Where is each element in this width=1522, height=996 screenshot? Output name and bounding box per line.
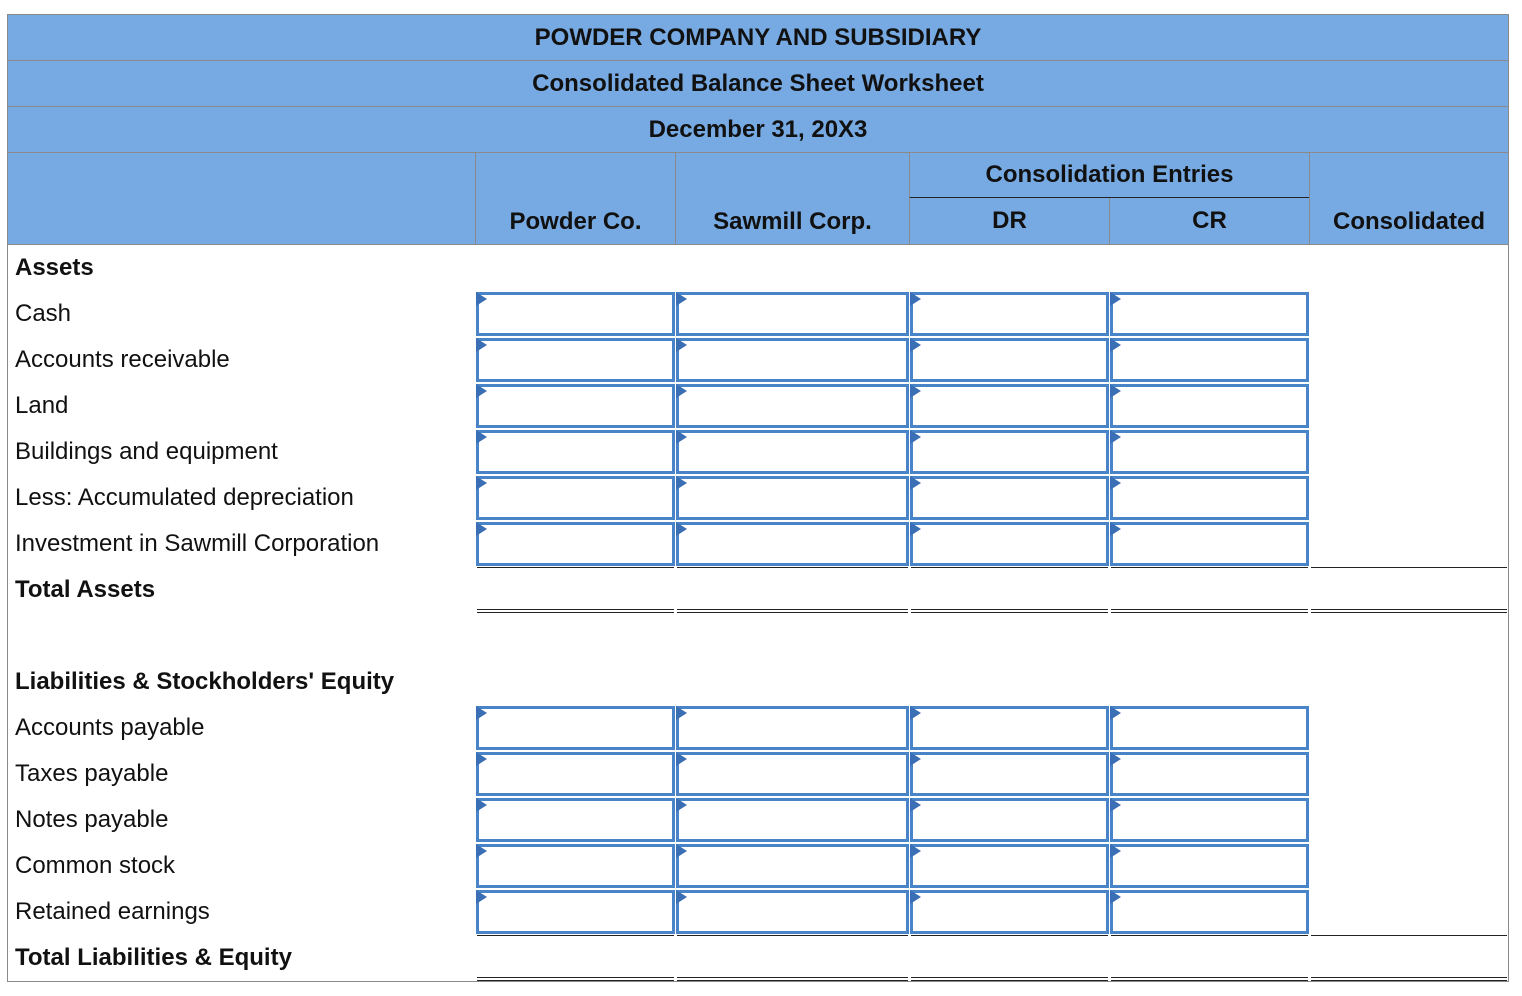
cell-dr bbox=[909, 245, 1110, 292]
cell-dr bbox=[909, 613, 1110, 660]
row-label: Land bbox=[7, 383, 476, 430]
total-top-rule bbox=[911, 935, 1108, 936]
cell-consolidated bbox=[1309, 797, 1509, 844]
cell-dr bbox=[909, 659, 1110, 706]
input-powder[interactable] bbox=[476, 338, 675, 382]
col-header-cr: CR bbox=[1109, 198, 1310, 245]
input-dr[interactable] bbox=[910, 292, 1109, 336]
input-sawmill[interactable] bbox=[676, 384, 909, 428]
total-top-rule bbox=[677, 935, 908, 936]
input-powder[interactable] bbox=[476, 844, 675, 888]
input-cr[interactable] bbox=[1110, 752, 1309, 796]
input-dr[interactable] bbox=[910, 384, 1109, 428]
row-label: Buildings and equipment bbox=[7, 429, 476, 476]
col-header-powder: Powder Co. bbox=[475, 152, 676, 245]
cell-powder bbox=[475, 613, 676, 660]
cell-consolidated bbox=[1309, 705, 1509, 752]
row-label: Accounts receivable bbox=[7, 337, 476, 384]
cell-sawmill bbox=[675, 659, 910, 706]
cell-cr bbox=[1109, 613, 1310, 660]
input-powder[interactable] bbox=[476, 476, 675, 520]
col-header-consolidated: Consolidated bbox=[1309, 152, 1509, 245]
consolidation-entries-header: Consolidation Entries bbox=[909, 152, 1310, 199]
total-top-rule bbox=[1311, 935, 1507, 936]
total-top-rule bbox=[477, 567, 674, 568]
input-powder[interactable] bbox=[476, 292, 675, 336]
cell-sawmill bbox=[675, 935, 910, 982]
input-powder[interactable] bbox=[476, 890, 675, 934]
cell-powder bbox=[475, 567, 676, 614]
input-sawmill[interactable] bbox=[676, 752, 909, 796]
input-powder[interactable] bbox=[476, 384, 675, 428]
input-dr[interactable] bbox=[910, 844, 1109, 888]
input-cr[interactable] bbox=[1110, 706, 1309, 750]
input-sawmill[interactable] bbox=[676, 890, 909, 934]
total-top-rule bbox=[1311, 567, 1507, 568]
row-label: Investment in Sawmill Corporation bbox=[7, 521, 476, 568]
row-label: Common stock bbox=[7, 843, 476, 890]
input-sawmill[interactable] bbox=[676, 522, 909, 566]
input-dr[interactable] bbox=[910, 430, 1109, 474]
label-column-header bbox=[7, 152, 476, 245]
input-dr[interactable] bbox=[910, 706, 1109, 750]
cell-cr bbox=[1109, 659, 1310, 706]
cell-consolidated bbox=[1309, 889, 1509, 936]
row-label bbox=[7, 613, 476, 660]
worksheet-table bbox=[7, 14, 1509, 982]
cell-cr bbox=[1109, 935, 1310, 982]
row-label: Liabilities & Stockholders' Equity bbox=[7, 659, 476, 706]
row-label: Total Liabilities & Equity bbox=[7, 935, 476, 982]
total-double-rule bbox=[1311, 977, 1507, 981]
cell-cr bbox=[1109, 245, 1310, 292]
cell-consolidated bbox=[1309, 843, 1509, 890]
input-dr[interactable] bbox=[910, 476, 1109, 520]
cell-sawmill bbox=[675, 245, 910, 292]
total-top-rule bbox=[1111, 935, 1308, 936]
row-label: Total Assets bbox=[7, 567, 476, 614]
cell-sawmill bbox=[675, 613, 910, 660]
input-cr[interactable] bbox=[1110, 338, 1309, 382]
cell-powder bbox=[475, 935, 676, 982]
cell-consolidated bbox=[1309, 337, 1509, 384]
input-cr[interactable] bbox=[1110, 384, 1309, 428]
input-sawmill[interactable] bbox=[676, 292, 909, 336]
cell-consolidated bbox=[1309, 751, 1509, 798]
input-powder[interactable] bbox=[476, 706, 675, 750]
input-cr[interactable] bbox=[1110, 890, 1309, 934]
input-cr[interactable] bbox=[1110, 292, 1309, 336]
cell-consolidated bbox=[1309, 659, 1509, 706]
input-cr[interactable] bbox=[1110, 476, 1309, 520]
cell-powder bbox=[475, 659, 676, 706]
input-sawmill[interactable] bbox=[676, 706, 909, 750]
row-label: Cash bbox=[7, 291, 476, 338]
input-dr[interactable] bbox=[910, 890, 1109, 934]
cell-consolidated bbox=[1309, 521, 1509, 568]
cell-consolidated bbox=[1309, 935, 1509, 982]
cell-consolidated bbox=[1309, 475, 1509, 522]
input-powder[interactable] bbox=[476, 798, 675, 842]
total-top-rule bbox=[477, 935, 674, 936]
input-sawmill[interactable] bbox=[676, 476, 909, 520]
cell-consolidated bbox=[1309, 383, 1509, 430]
input-sawmill[interactable] bbox=[676, 798, 909, 842]
total-top-rule bbox=[911, 567, 1108, 568]
input-dr[interactable] bbox=[910, 752, 1109, 796]
date-title: December 31, 20X3 bbox=[7, 106, 1509, 152]
row-label: Taxes payable bbox=[7, 751, 476, 798]
input-cr[interactable] bbox=[1110, 844, 1309, 888]
cell-powder bbox=[475, 245, 676, 292]
cell-dr bbox=[909, 935, 1110, 982]
cell-consolidated bbox=[1309, 291, 1509, 338]
row-label: Less: Accumulated depreciation bbox=[7, 475, 476, 522]
input-dr[interactable] bbox=[910, 338, 1109, 382]
row-label: Accounts payable bbox=[7, 705, 476, 752]
input-sawmill[interactable] bbox=[676, 430, 909, 474]
input-cr[interactable] bbox=[1110, 430, 1309, 474]
company-title: POWDER COMPANY AND SUBSIDIARY bbox=[7, 14, 1509, 60]
input-powder[interactable] bbox=[476, 430, 675, 474]
input-sawmill[interactable] bbox=[676, 338, 909, 382]
cell-sawmill bbox=[675, 567, 910, 614]
input-powder[interactable] bbox=[476, 752, 675, 796]
total-double-rule bbox=[677, 977, 908, 981]
total-top-rule bbox=[677, 567, 908, 568]
input-cr[interactable] bbox=[1110, 522, 1309, 566]
cell-cr bbox=[1109, 567, 1310, 614]
input-cr[interactable] bbox=[1110, 798, 1309, 842]
statement-title: Consolidated Balance Sheet Worksheet bbox=[7, 60, 1509, 106]
total-top-rule bbox=[1111, 567, 1308, 568]
cell-consolidated bbox=[1309, 567, 1509, 614]
input-dr[interactable] bbox=[910, 798, 1109, 842]
row-label: Retained earnings bbox=[7, 889, 476, 936]
cell-consolidated bbox=[1309, 245, 1509, 292]
total-double-rule bbox=[1111, 977, 1308, 981]
total-double-rule bbox=[477, 977, 674, 981]
input-powder[interactable] bbox=[476, 522, 675, 566]
cell-consolidated bbox=[1309, 429, 1509, 476]
col-header-sawmill: Sawmill Corp. bbox=[675, 152, 910, 245]
input-sawmill[interactable] bbox=[676, 844, 909, 888]
cell-dr bbox=[909, 567, 1110, 614]
total-double-rule bbox=[911, 977, 1108, 981]
col-header-dr: DR bbox=[909, 198, 1110, 245]
cell-consolidated bbox=[1309, 613, 1509, 660]
row-label: Assets bbox=[7, 245, 476, 292]
input-dr[interactable] bbox=[910, 522, 1109, 566]
row-label: Notes payable bbox=[7, 797, 476, 844]
